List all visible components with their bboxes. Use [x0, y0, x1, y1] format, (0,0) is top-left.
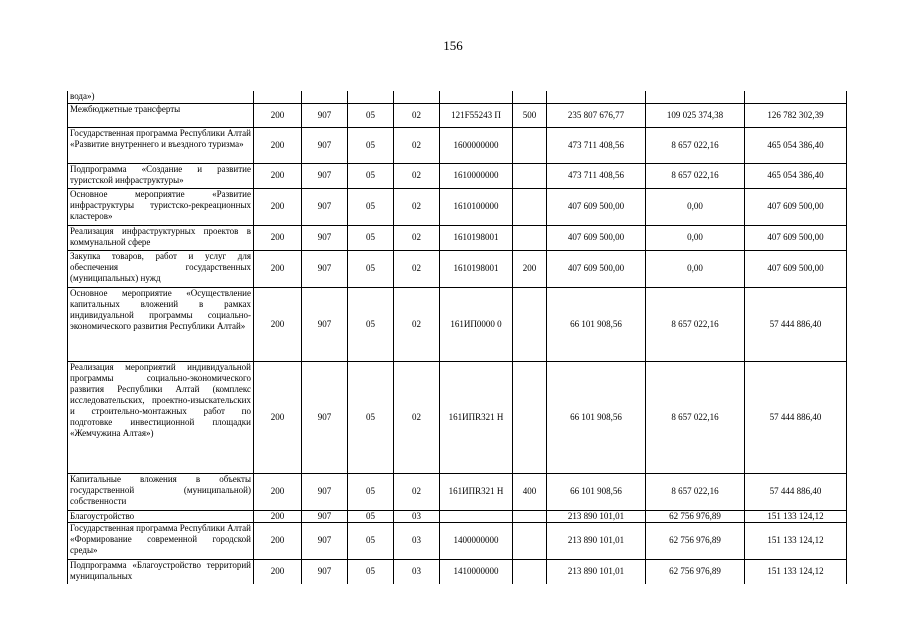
cell-c8: 109 025 374,38	[646, 103, 745, 127]
cell-c4: 03	[394, 522, 440, 559]
cell-c4: 02	[394, 103, 440, 127]
cell-c5: 1610100000	[440, 188, 513, 225]
cell-c9: 151 133 124,12	[745, 510, 847, 522]
cell-c1: 200	[254, 225, 302, 250]
cell-c9: 151 133 124,12	[745, 559, 847, 584]
cell-c2: 907	[302, 188, 348, 225]
cell-c3: 05	[348, 559, 394, 584]
cell-c8: 0,00	[646, 250, 745, 287]
cell-c4: 02	[394, 250, 440, 287]
cell-c5: 1610198001	[440, 250, 513, 287]
cell-c7: 407 609 500,00	[547, 250, 646, 287]
cell-c9: 407 609 500,00	[745, 225, 847, 250]
budget-table	[67, 91, 847, 584]
table-row	[68, 522, 847, 559]
cell-c9: 407 609 500,00	[745, 188, 847, 225]
cell-c9: 465 054 386,40	[745, 163, 847, 188]
table-row	[68, 103, 847, 127]
cell-c8	[646, 91, 745, 103]
table-row	[68, 127, 847, 163]
cell-c5: 161ИПR321 Н	[440, 473, 513, 510]
cell-c7: 66 101 908,56	[547, 361, 646, 473]
cell-c9	[745, 91, 847, 103]
cell-c6: 200	[513, 250, 547, 287]
cell-c5	[440, 91, 513, 103]
cell-c6	[513, 188, 547, 225]
cell-c5: 1610000000	[440, 163, 513, 188]
cell-c3: 05	[348, 250, 394, 287]
cell-c2: 907	[302, 127, 348, 163]
cell-c1: 200	[254, 287, 302, 361]
row-name: Основное мероприятие «Осуществление капитальных вложений в рамках индивидуальной программы социально-экономического развития Республики Алтай»	[68, 287, 254, 361]
cell-c5: 161ИП0000 0	[440, 287, 513, 361]
cell-c3: 05	[348, 127, 394, 163]
cell-c1: 200	[254, 510, 302, 522]
cell-c2: 907	[302, 163, 348, 188]
cell-c8: 8 657 022,16	[646, 361, 745, 473]
cell-c3: 05	[348, 103, 394, 127]
cell-c5: 1410000000	[440, 559, 513, 584]
cell-c9: 151 133 124,12	[745, 522, 847, 559]
row-name: Реализация мероприятий индивидуальной программы социально-экономического развития Республики Алтай (комплекс исследовательских, проектно-изыскательских и строительно-монтажных работ по подготовке инвестиционной площадки «Жемчужина Алтая»)	[68, 361, 254, 473]
cell-c2: 907	[302, 559, 348, 584]
cell-c2: 907	[302, 510, 348, 522]
cell-c7	[547, 91, 646, 103]
row-name: Реализация инфраструктурных проектов в коммунальной сфере	[68, 225, 254, 250]
table-body	[68, 91, 847, 584]
cell-c9: 126 782 302,39	[745, 103, 847, 127]
table-row	[68, 91, 847, 103]
cell-c4: 02	[394, 361, 440, 473]
cell-c5: 161ИПR321 Н	[440, 361, 513, 473]
table-row	[68, 250, 847, 287]
cell-c7: 213 890 101,01	[547, 559, 646, 584]
row-name: Государственная программа Республики Алтай «Формирование современной городской среды»	[68, 522, 254, 559]
cell-c6	[513, 510, 547, 522]
cell-c6: 400	[513, 473, 547, 510]
cell-c3: 05	[348, 163, 394, 188]
cell-c2: 907	[302, 103, 348, 127]
cell-c9: 407 609 500,00	[745, 250, 847, 287]
cell-c6	[513, 559, 547, 584]
cell-c1: 200	[254, 250, 302, 287]
cell-c8: 62 756 976,89	[646, 522, 745, 559]
cell-c2: 907	[302, 361, 348, 473]
cell-c1: 200	[254, 473, 302, 510]
cell-c7: 235 807 676,77	[547, 103, 646, 127]
cell-c7: 473 711 408,56	[547, 163, 646, 188]
row-name: Благоустройство	[68, 510, 254, 522]
cell-c8: 8 657 022,16	[646, 127, 745, 163]
cell-c7: 213 890 101,01	[547, 522, 646, 559]
row-name: Закупка товаров, работ и услуг для обеспечения государственных (муниципальных) нужд	[68, 250, 254, 287]
cell-c6	[513, 127, 547, 163]
cell-c2: 907	[302, 225, 348, 250]
cell-c3: 05	[348, 361, 394, 473]
cell-c2: 907	[302, 250, 348, 287]
cell-c1: 200	[254, 127, 302, 163]
table-row	[68, 510, 847, 522]
cell-c5: 121F55243 П	[440, 103, 513, 127]
cell-c4: 02	[394, 287, 440, 361]
cell-c5: 1400000000	[440, 522, 513, 559]
cell-c3	[348, 91, 394, 103]
cell-c7: 473 711 408,56	[547, 127, 646, 163]
cell-c6: 500	[513, 103, 547, 127]
cell-c6	[513, 163, 547, 188]
row-name: вода»)	[68, 91, 254, 103]
cell-c3: 05	[348, 225, 394, 250]
cell-c7: 66 101 908,56	[547, 473, 646, 510]
cell-c6	[513, 361, 547, 473]
cell-c1: 200	[254, 188, 302, 225]
table-row	[68, 163, 847, 188]
cell-c8: 62 756 976,89	[646, 559, 745, 584]
cell-c6	[513, 287, 547, 361]
cell-c4: 02	[394, 225, 440, 250]
cell-c4: 02	[394, 163, 440, 188]
cell-c3: 05	[348, 287, 394, 361]
cell-c2: 907	[302, 522, 348, 559]
cell-c4: 02	[394, 127, 440, 163]
cell-c3: 05	[348, 188, 394, 225]
page-number: 156	[443, 38, 463, 53]
cell-c7: 66 101 908,56	[547, 287, 646, 361]
cell-c3: 05	[348, 522, 394, 559]
row-name: Капитальные вложения в объекты государственной (муниципальной) собственности	[68, 473, 254, 510]
cell-c4: 02	[394, 188, 440, 225]
cell-c7: 213 890 101,01	[547, 510, 646, 522]
cell-c1: 200	[254, 522, 302, 559]
row-name: Межбюджетные трансферты	[68, 103, 254, 127]
row-name: Государственная программа Республики Алтай «Развитие внутреннего и въездного туризма»	[68, 127, 254, 163]
row-name: Подпрограмма «Создание и развитие туристской инфраструктуры»	[68, 163, 254, 188]
cell-c1: 200	[254, 163, 302, 188]
cell-c7: 407 609 500,00	[547, 225, 646, 250]
table-row	[68, 361, 847, 473]
row-name: Подпрограмма «Благоустройство территорий муниципальных	[68, 559, 254, 584]
cell-c4: 03	[394, 510, 440, 522]
cell-c9: 57 444 886,40	[745, 361, 847, 473]
cell-c9: 57 444 886,40	[745, 287, 847, 361]
table-row	[68, 287, 847, 361]
cell-c9: 57 444 886,40	[745, 473, 847, 510]
cell-c1: 200	[254, 103, 302, 127]
cell-c4: 03	[394, 559, 440, 584]
cell-c3: 05	[348, 510, 394, 522]
cell-c6	[513, 522, 547, 559]
cell-c8: 62 756 976,89	[646, 510, 745, 522]
cell-c1	[254, 91, 302, 103]
cell-c5	[440, 510, 513, 522]
cell-c3: 05	[348, 473, 394, 510]
table-row	[68, 188, 847, 225]
cell-c4	[394, 91, 440, 103]
table-row	[68, 225, 847, 250]
cell-c2: 907	[302, 287, 348, 361]
cell-c4: 02	[394, 473, 440, 510]
cell-c6	[513, 225, 547, 250]
cell-c9: 465 054 386,40	[745, 127, 847, 163]
cell-c8: 8 657 022,16	[646, 287, 745, 361]
table-row	[68, 473, 847, 510]
cell-c1: 200	[254, 361, 302, 473]
table-row	[68, 559, 847, 584]
cell-c5: 1600000000	[440, 127, 513, 163]
cell-c8: 0,00	[646, 225, 745, 250]
cell-c8: 8 657 022,16	[646, 473, 745, 510]
cell-c8: 0,00	[646, 188, 745, 225]
cell-c7: 407 609 500,00	[547, 188, 646, 225]
row-name: Основное мероприятие «Развитие инфраструктуры туристско-рекреационных кластеров»	[68, 188, 254, 225]
cell-c2: 907	[302, 473, 348, 510]
cell-c6	[513, 91, 547, 103]
cell-c8: 8 657 022,16	[646, 163, 745, 188]
cell-c5: 1610198001	[440, 225, 513, 250]
cell-c1: 200	[254, 559, 302, 584]
cell-c2	[302, 91, 348, 103]
